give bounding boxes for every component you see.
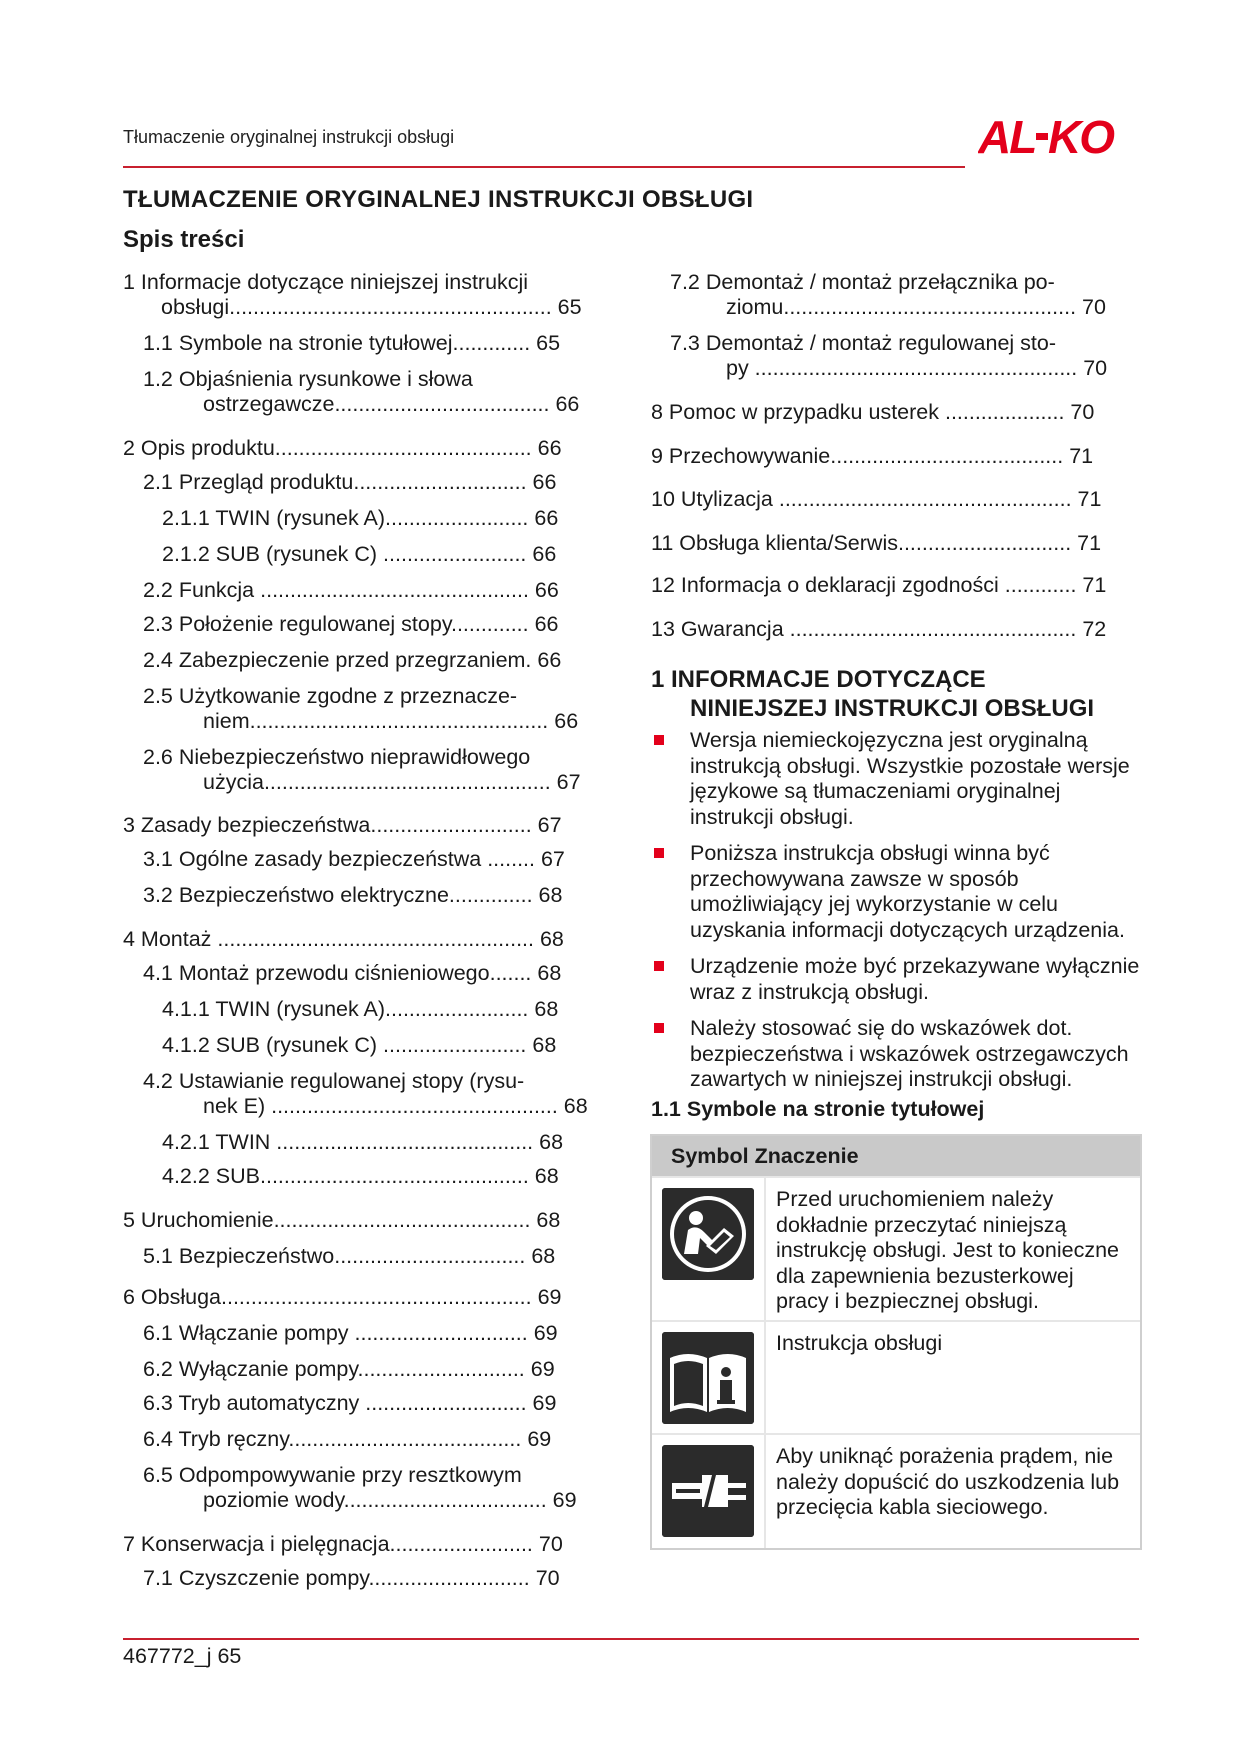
toc-entry[interactable]: 3 Zasady bezpieczeństwa........................... 67 [123, 813, 562, 837]
table-header: Symbol Znaczenie [652, 1136, 1140, 1176]
toc-entry[interactable]: 6.3 Tryb automatyczny ........................... 69 [143, 1391, 557, 1415]
toc-entry[interactable]: 1.1 Symbole na stronie tytułowej............. 65 [143, 331, 561, 355]
header-divider [123, 166, 965, 168]
bullet-square-icon [654, 735, 664, 745]
toc-entry[interactable]: 4.1.1 TWIN (rysunek A)........................ 68 [162, 997, 559, 1021]
toc-entry[interactable]: 6 Obsługa.................................................... 69 [123, 1285, 562, 1309]
section-heading: 1 INFORMACJE DOTYCZĄCE NINIEJSZEJ INSTRUKCJI OBSŁUGI [651, 666, 1095, 722]
toc-entry[interactable]: 12 Informacja o deklaracji zgodności ............ 71 [651, 573, 1107, 597]
toc-entry[interactable]: 7.2 Demontaż / montaż przełącznika po- ziomu................................................. 70 [670, 270, 1106, 319]
toc-entry[interactable]: 1 Informacje dotyczące niniejszej instrukcji obsługi...................................................... 65 [123, 270, 582, 319]
toc-entry[interactable]: 5.1 Bezpieczeństwo................................ 68 [143, 1244, 556, 1268]
toc-entry[interactable]: 11 Obsługa klienta/Serwis............................. 71 [651, 531, 1102, 555]
toc-entry[interactable]: 2.1.1 TWIN (rysunek A)........................ 66 [162, 506, 559, 530]
toc-entry[interactable]: 13 Gwarancja ................................................ 72 [651, 617, 1107, 641]
toc-entry[interactable]: 3.2 Bezpieczeństwo elektryczne.............. 68 [143, 883, 563, 907]
running-header: Tłumaczenie oryginalnej instrukcji obsługi [123, 127, 455, 147]
toc-entry[interactable]: 7 Konserwacja i pielęgnacja........................ 70 [123, 1532, 563, 1556]
toc-entry[interactable]: 2.3 Położenie regulowanej stopy............. 66 [143, 612, 559, 636]
toc-entry[interactable]: 2.1 Przegląd produktu............................. 66 [143, 470, 557, 494]
alko-logo [978, 115, 1138, 166]
list-item: Poniższa instrukcja obsługi winna być przechowywana zawsze w sposób umożliwiający jej wykorzystanie w celu uzyskania informacji dotyczących urządzenia. [651, 841, 1141, 943]
symbol-table [650, 1134, 1142, 1550]
toc-entry[interactable]: 2.2 Funkcja ............................................. 66 [143, 578, 559, 602]
toc-entry[interactable]: 6.5 Odpompowywanie przy resztkowym poziomie wody.................................. 69 [143, 1463, 577, 1512]
toc-entry[interactable]: 6.1 Włączanie pompy ............................. 69 [143, 1321, 558, 1345]
list-item: Należy stosować się do wskazówek dot. bezpieczeństwa i wskazówek ostrzegawczych zawartych w niniejszej instrukcji obsługi. [651, 1016, 1141, 1093]
toc-entry[interactable]: 2.5 Użytkowanie zgodne z przeznacze- niem.................................................. 66 [143, 684, 579, 733]
toc-entry[interactable]: 2.1.2 SUB (rysunek C) ........................ 66 [162, 542, 557, 566]
toc-entry[interactable]: 4.1 Montaż przewodu ciśnieniowego....... 68 [143, 961, 562, 985]
bullet-list [651, 728, 1141, 1104]
table-row: Aby uniknąć porażenia prądem, nie należy dopuścić do uszkodzenia lub przecięcia kabla sieciowego. [652, 1433, 1140, 1548]
toc-entry[interactable]: 7.1 Czyszczenie pompy........................... 70 [143, 1566, 560, 1590]
toc-entry[interactable]: 4.2.2 SUB............................................. 68 [162, 1164, 559, 1188]
toc-entry[interactable]: 3.1 Ogólne zasady bezpieczeństwa ........ 67 [143, 847, 565, 871]
toc-entry[interactable]: 6.4 Tryb ręczny....................................... 69 [143, 1427, 552, 1451]
damaged-plug-icon [662, 1445, 754, 1537]
bullet-square-icon [654, 848, 664, 858]
list-item: Wersja niemieckojęzyczna jest oryginalną instrukcją obsługi. Wszystkie pozostałe wersje językowe są tłumaczeniami oryginalnej instrukcji obsługi. [651, 728, 1141, 830]
toc-entry[interactable]: 4 Montaż ..................................................... 68 [123, 927, 564, 951]
toc-entry[interactable]: 2.4 Zabezpieczenie przed przegrzaniem. 66 [143, 648, 562, 672]
toc-entry[interactable]: 2 Opis produktu........................................... 66 [123, 436, 562, 460]
toc-entry[interactable]: 4.2.1 TWIN ........................................... 68 [162, 1130, 564, 1154]
toc-entry[interactable]: 6.2 Wyłączanie pompy............................ 69 [143, 1357, 555, 1381]
svg-text:KO: KO [1048, 115, 1113, 159]
toc-entry[interactable]: 9 Przechowywanie....................................... 71 [651, 444, 1094, 468]
bullet-square-icon [654, 1023, 664, 1033]
svg-text:AL: AL [978, 115, 1036, 159]
read-manual-icon [662, 1188, 754, 1280]
toc-entry[interactable]: 7.3 Demontaż / montaż regulowanej sto- py ...................................................... 70 [670, 331, 1108, 380]
bullet-square-icon [654, 961, 664, 971]
toc-entry[interactable]: 10 Utylizacja ................................................. 71 [651, 487, 1102, 511]
manual-info-icon [662, 1332, 754, 1424]
table-row: Instrukcja obsługi [652, 1320, 1140, 1433]
toc-entry[interactable]: 5 Uruchomienie........................................... 68 [123, 1208, 561, 1232]
footer-divider [123, 1638, 1139, 1640]
subsection-heading: 1.1 Symbole na stronie tytułowej [651, 1097, 985, 1121]
toc-entry[interactable]: 1.2 Objaśnienia rysunkowe i słowa ostrzegawcze.................................... 66 [143, 367, 580, 416]
page-footer: 467772_j 65 [123, 1644, 242, 1668]
document-title: TŁUMACZENIE ORYGINALNEJ INSTRUKCJI OBSŁUGI [123, 186, 754, 213]
table-row: Przed uruchomieniem należy dokładnie przeczytać niniejszą instrukcję obsługi. Jest to konieczne dla zapewnienia bezusterkowej pracy i bezpiecznej obsługi. [652, 1176, 1140, 1320]
list-item: Urządzenie może być przekazywane wyłącznie wraz z instrukcją obsługi. [651, 954, 1141, 1005]
toc-entry[interactable]: 4.1.2 SUB (rysunek C) ........................ 68 [162, 1033, 557, 1057]
toc-entry[interactable]: 8 Pomoc w przypadku usterek .................... 70 [651, 400, 1095, 424]
toc-entry[interactable]: 4.2 Ustawianie regulowanej stopy (rysu- nek E) ................................................ 68 [143, 1069, 588, 1118]
toc-entry[interactable]: 2.6 Niebezpieczeństwo nieprawidłowego użycia................................................ 67 [143, 745, 581, 794]
toc-heading: Spis treści [123, 226, 245, 253]
